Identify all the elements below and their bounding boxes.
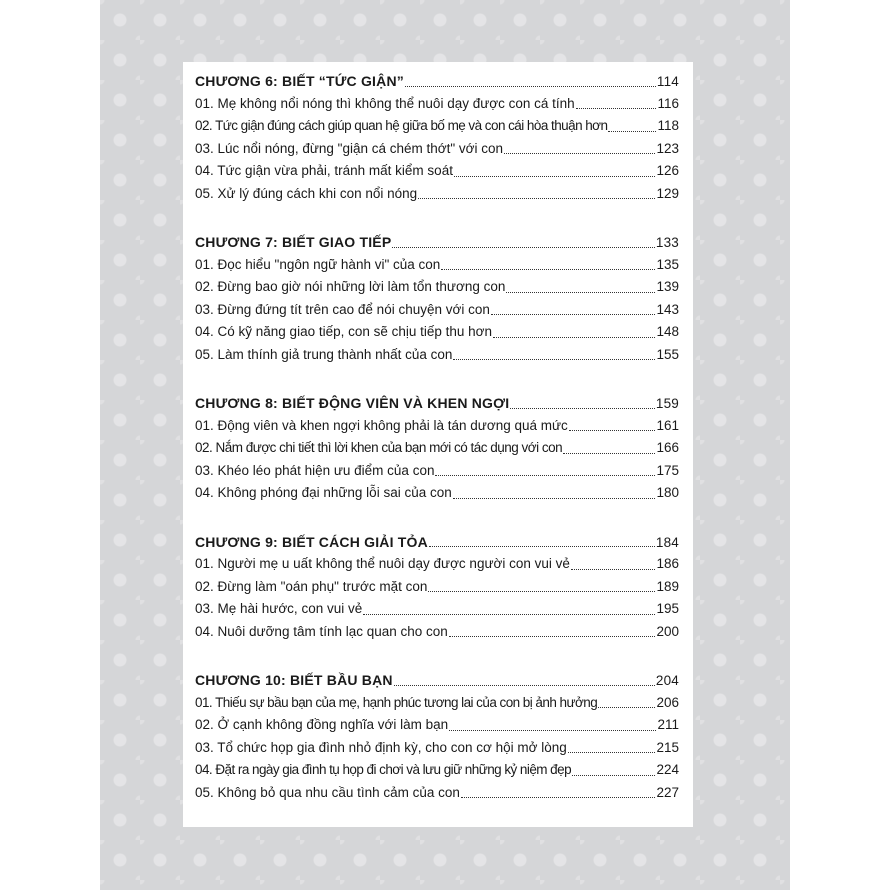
item-title: 02. Ở cạnh không đồng nghĩa với làm bạn: [195, 717, 449, 732]
page-number: 227: [656, 784, 679, 800]
page-number: 133: [655, 235, 679, 250]
dot-leader: [571, 569, 656, 570]
item-title: 02. Tức giận đúng cách giúp quan hệ giữa bố mẹ và con cái hòa thuận hơn: [195, 118, 608, 133]
dot-leader: [576, 108, 657, 109]
dot-leader: [453, 498, 656, 499]
item-title: 01. Đọc hiểu "ngôn ngữ hành vi" của con: [195, 256, 441, 272]
chapter-heading: [195, 392, 679, 415]
toc-item: [195, 621, 679, 644]
page-number: 114: [656, 74, 679, 89]
dot-leader: [429, 546, 655, 547]
dot-leader: [493, 337, 655, 338]
page-number: 200: [656, 623, 679, 639]
dot-leader: [461, 797, 656, 798]
chapter-7: [195, 231, 679, 366]
dot-leader: [392, 247, 655, 248]
page-number: 175: [656, 462, 679, 478]
toc-item: [195, 138, 679, 161]
item-title: 01. Mẹ không nổi nóng thì không thể nuôi dạy được con cá tính: [195, 95, 575, 111]
chapter-8: [195, 392, 679, 505]
item-title: 05. Không bỏ qua nhu cầu tình cảm của con: [195, 784, 460, 800]
page-number: 204: [655, 673, 679, 688]
page-number: 116: [657, 95, 679, 111]
page-number: 215: [656, 739, 679, 755]
page-number: 186: [656, 556, 679, 571]
page-number: 118: [657, 118, 679, 133]
page-number: 139: [656, 279, 679, 294]
toc-item: [195, 415, 679, 438]
page-number: 184: [655, 534, 679, 550]
page-number: 206: [656, 694, 679, 710]
toc-item: [195, 553, 679, 576]
dot-leader: [598, 707, 655, 708]
toc-item: [195, 692, 679, 715]
item-title: 03. Khéo léo phát hiện ưu điểm của con: [195, 462, 435, 478]
item-title: 02. Nắm được chi tiết thì lời khen của bạn mới có tác dụng với con: [195, 440, 563, 455]
dot-leader: [491, 314, 656, 315]
item-title: 05. Làm thính giả trung thành nhất của con: [195, 346, 453, 362]
toc-item: [195, 115, 679, 138]
chapter-title: CHƯƠNG 8: BIẾT ĐỘNG VIÊN VÀ KHEN NGỢI: [195, 395, 510, 411]
table-of-contents: [183, 62, 693, 827]
item-title: 01. Động viên và khen ngợi không phải là tán dương quá mức: [195, 417, 568, 433]
toc-item: [195, 276, 679, 299]
toc-item: [195, 183, 679, 206]
chapter-9: [195, 531, 679, 644]
dot-leader: [441, 269, 655, 270]
dot-leader: [608, 131, 656, 132]
page-number: 159: [655, 396, 679, 411]
dot-leader: [569, 430, 656, 431]
chapter-6: [195, 70, 679, 205]
dot-leader: [435, 475, 655, 476]
dot-leader: [449, 636, 656, 637]
item-title: 04. Tức giận vừa phải, tránh mất kiểm soát: [195, 163, 453, 178]
toc-item: [195, 482, 679, 505]
dot-leader: [454, 176, 656, 177]
page-number: 135: [656, 256, 679, 272]
toc-item: [195, 254, 679, 277]
dot-leader: [563, 453, 655, 454]
toc-item: [195, 714, 679, 737]
page-number: 224: [656, 762, 679, 777]
chapter-heading: [195, 231, 679, 254]
page-number: 148: [656, 324, 679, 339]
toc-item: [195, 344, 679, 367]
chapter-title: CHƯƠNG 7: BIẾT GIAO TIẾP: [195, 234, 392, 250]
toc-item: [195, 782, 679, 805]
toc-item: [195, 598, 679, 621]
chapter-title: CHƯƠNG 6: BIẾT “TỨC GIẬN”: [195, 73, 404, 89]
item-title: 03. Đừng đứng tít trên cao để nói chuyện với con: [195, 301, 490, 317]
dot-leader: [394, 685, 655, 686]
toc-item: [195, 460, 679, 483]
dot-leader: [504, 153, 655, 154]
dot-leader: [405, 86, 656, 87]
item-title: 03. Tổ chức họp gia đình nhỏ định kỳ, cho con cơ hội mở lòng: [195, 739, 567, 755]
toc-item: [195, 160, 679, 183]
item-title: 03. Mẹ hài hước, con vui vẻ: [195, 601, 363, 616]
page-number: 211: [657, 717, 679, 732]
chapter-heading: [195, 70, 679, 93]
dot-leader: [428, 591, 655, 592]
item-title: 04. Nuôi dưỡng tâm tính lạc quan cho con: [195, 623, 448, 639]
item-title: 01. Thiếu sự bầu bạn của mẹ, hạnh phúc tương lai của con bị ảnh hưởng: [195, 694, 598, 710]
chapter-title: CHƯƠNG 9: BIẾT CÁCH GIẢI TỎA: [195, 533, 428, 550]
chapter-heading: [195, 531, 679, 554]
chapter-heading: [195, 669, 679, 692]
item-title: 02. Đừng làm "oán phụ" trước mặt con: [195, 578, 428, 594]
toc-item: [195, 93, 679, 116]
item-title: 03. Lúc nổi nóng, đừng "giận cá chém thớt" với con: [195, 140, 504, 156]
dot-leader: [572, 775, 655, 776]
item-title: 04. Có kỹ năng giao tiếp, con sẽ chịu tiếp thu hơn: [195, 324, 493, 339]
toc-item: [195, 737, 679, 760]
toc-item: [195, 759, 679, 782]
dot-leader: [568, 752, 656, 753]
item-title: 04. Đặt ra ngày gia đình tụ họp đi chơi và lưu giữ những kỷ niệm đẹp: [195, 762, 572, 777]
page-number: 155: [656, 346, 679, 362]
page-number: 189: [656, 578, 679, 594]
page-number: 161: [656, 417, 679, 433]
page-number: 126: [656, 163, 679, 178]
chapter-10: [195, 669, 679, 804]
page-number: 143: [656, 301, 679, 317]
page-number: 166: [656, 440, 679, 455]
page-number: 129: [656, 185, 679, 201]
item-title: 02. Đừng bao giờ nói những lời làm tổn thương con: [195, 279, 506, 294]
page-number: 180: [656, 485, 679, 500]
item-title: 01. Người mẹ u uất không thể nuôi dạy được người con vui vẻ: [195, 556, 570, 571]
dot-leader: [418, 198, 655, 199]
toc-item: [195, 437, 679, 460]
toc-item: [195, 299, 679, 322]
chapter-title: CHƯƠNG 10: BIẾT BẦU BẠN: [195, 672, 393, 688]
item-title: 05. Xử lý đúng cách khi con nổi nóng: [195, 185, 418, 201]
dot-leader: [506, 292, 655, 293]
page-number: 123: [656, 140, 679, 156]
dot-leader: [453, 359, 655, 360]
page-number: 195: [656, 601, 679, 616]
dot-leader: [449, 730, 656, 731]
dot-leader: [510, 408, 655, 409]
item-title: 04. Không phóng đại những lỗi sai của con: [195, 485, 452, 500]
toc-item: [195, 321, 679, 344]
dot-leader: [363, 614, 655, 615]
toc-item: [195, 576, 679, 599]
